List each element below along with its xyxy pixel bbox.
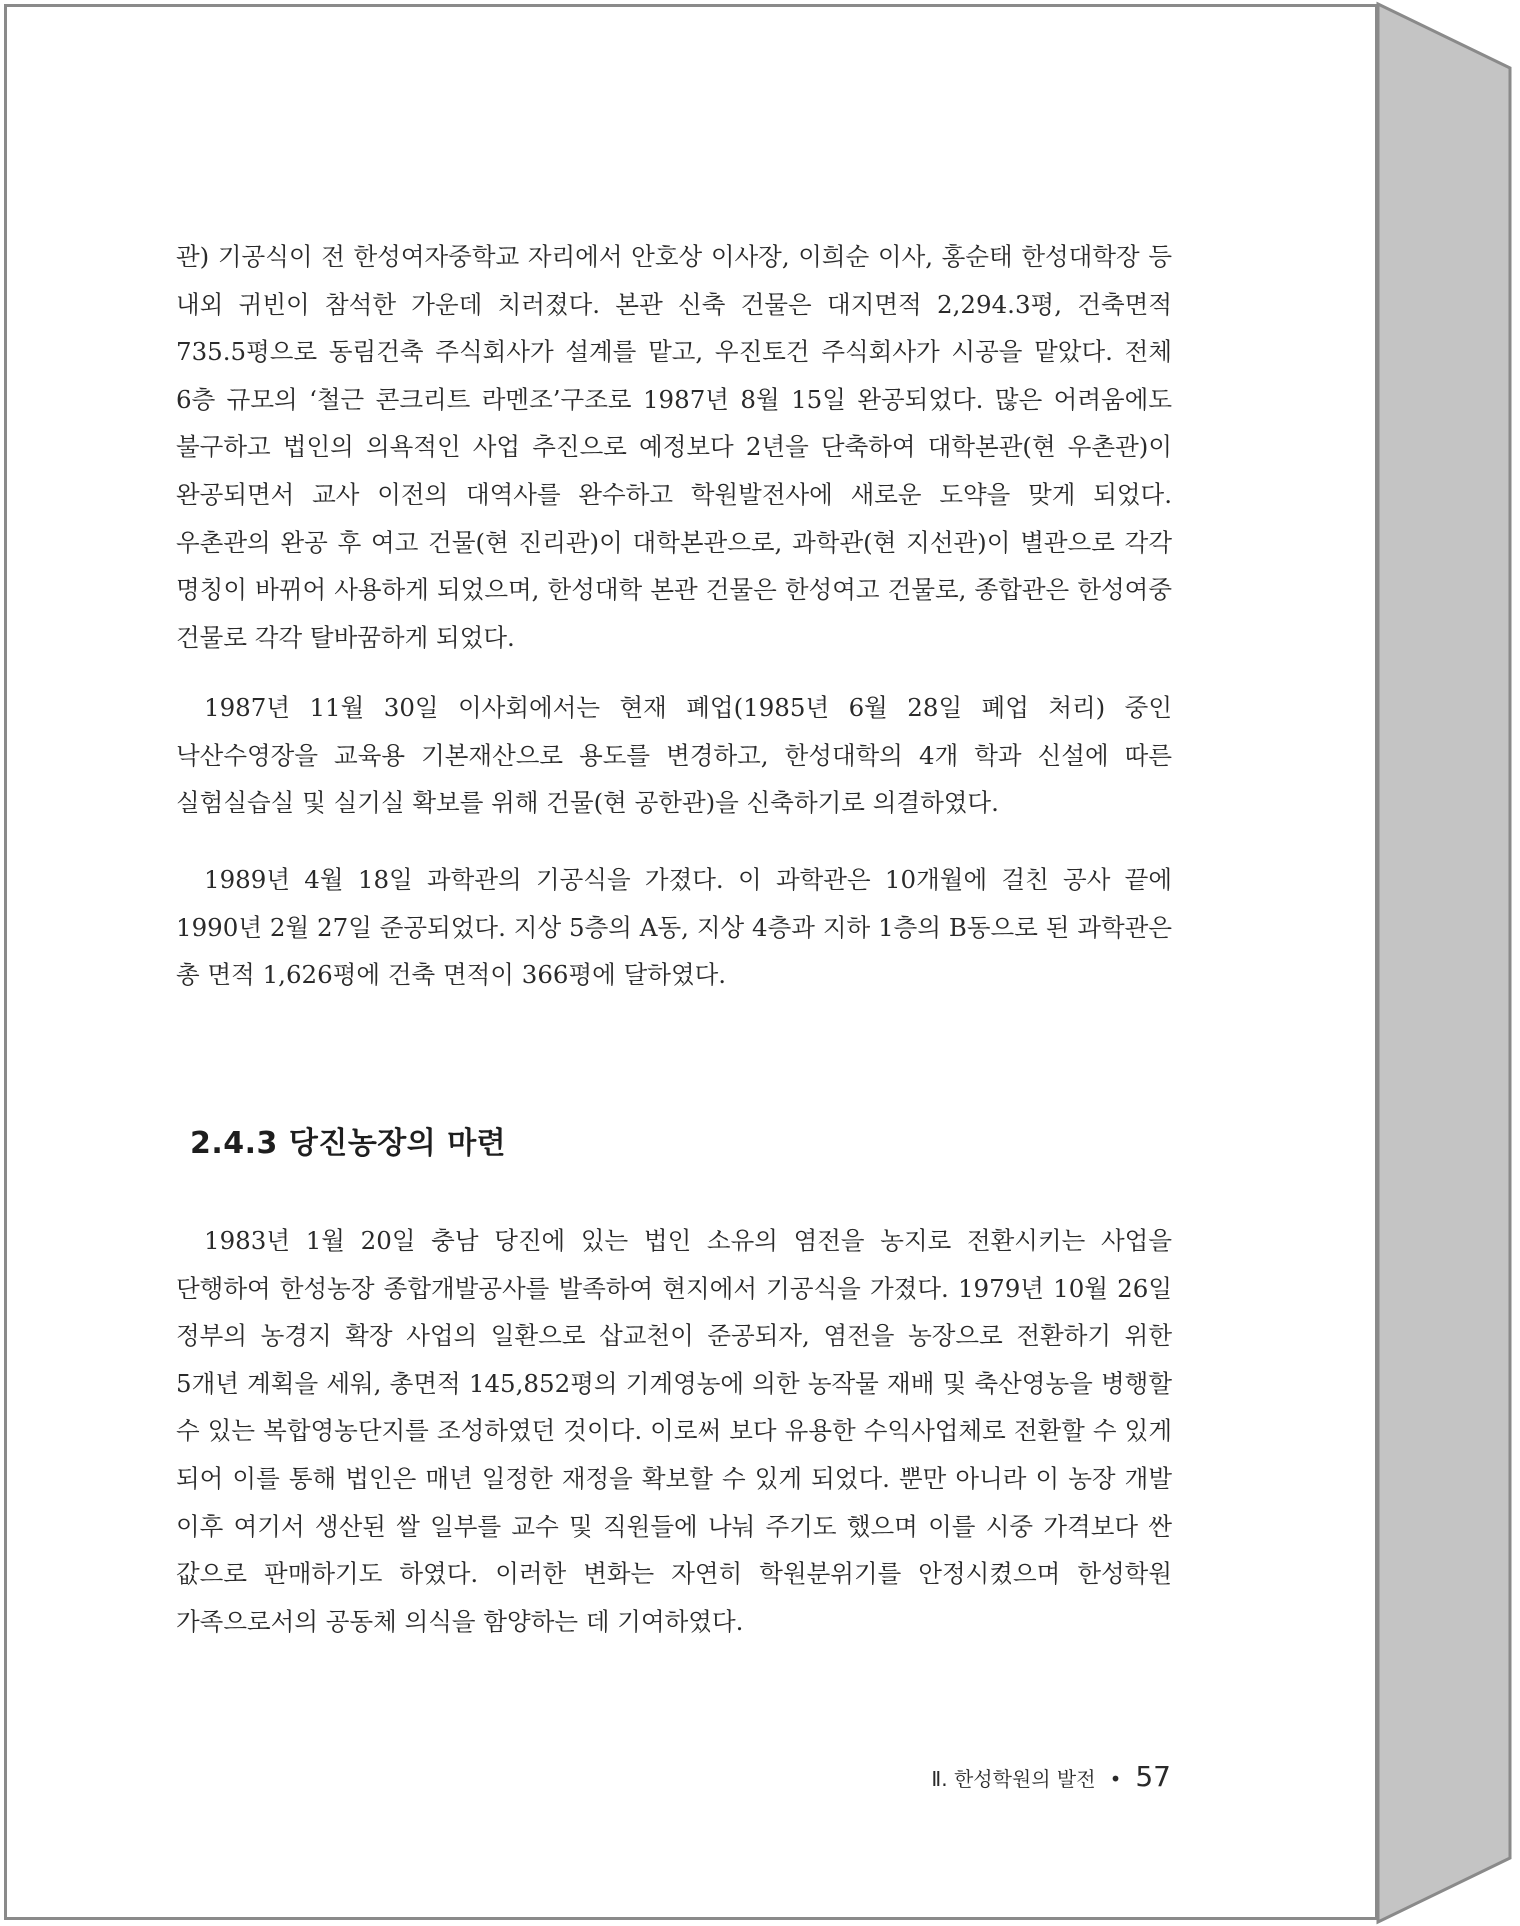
body-paragraph-1: 관) 기공식이 전 한성여자중학교 자리에서 안호상 이사장, 이희순 이사, 홍순태 한성대학장 등 내외 귀빈이 참석한 가운데 치러졌다. 본관 신축 건물은 대지면적 2,294.3평, 건축면적 735.5평으로 동림건축 주식회사가 설계를 맡고, 우진토건 주식회사가 시공을 맡았다. 전체 6층 규모의 ‘철근 콘크리트 라멘조’구조로 1987년 8월 15일 완공되었다. 많은 어려움에도 불구하고 법인의 의욕적인 사업 추진으로 예정보다 2년을 단축하여 대학본관(현 우촌관)이 완공되면서 교사 이전의 대역사를 완수하고 학원발전사에 새로운 도약을 맞게 되었다. 우촌관의 완공 후 여고 건물(현 진리관)이 대학본관으로, 과학관(현 지선관)이 별관으로 각각 명칭이 바뀌어 사용하게 되었으며, 한성대학 본관 건물은 한성여고 건물로, 종합관은 한성여중 건물로 각각 탈바꿈하게 되었다.: [176, 242, 1172, 652]
section-paragraph: 1983년 1월 20일 충남 당진에 있는 법인 소유의 염전을 농지로 전환시키는 사업을 단행하여 한성농장 종합개발공사를 발족하여 현지에서 기공식을 가졌다. 1979년 10월 26일 정부의 농경지 확장 사업의 일환으로 삽교천이 준공되자, 염전을 농장으로 전환하기 위한 5개년 계획을 세워, 총면적 145,852평의 기계영농에 의한 농작물 재배 및 축산영농을 병행할 수 있는 복합영농단지를 조성하였던 것이다. 이로써 보다 유용한 수익사업체로 전환할 수 있게 되어 이를 통해 법인은 매년 일정한 재정을 확보할 수 있게 되었다. 뿐만 아니라 이 농장 개발 이후 여기서 생산된 쌀 일부를 교수 및 직원들에 나눠 주기도 했으며 이를 시중 가격보다 싼 값으로 판매하기도 하였다. 이러한 변화는 자연히 학원분위기를 안정시켰으며 한성학원 가족으로서의 공동체 의식을 함양하는 데 기여하였다.: [176, 1226, 1172, 1636]
body-paragraph-3: 1989년 4월 18일 과학관의 기공식을 가졌다. 이 과학관은 10개월에 걸친 공사 끝에 1990년 2월 27일 준공되었다. 지상 5층의 A동, 지상 4층과 지하 1층의 B동으로 된 과학관은 총 면적 1,626평에 건축 면적이 366평에 달하였다.: [176, 865, 1172, 990]
footer-bullet: •: [1109, 1767, 1122, 1791]
footer-chapter-title: Ⅱ. 한성학원의 발전: [931, 1767, 1096, 1791]
page-edge-shade: [1378, 4, 1510, 1922]
page-footer: [931, 1760, 1171, 1793]
page-number: 57: [1135, 1760, 1171, 1793]
body-paragraph-2: 1987년 11월 30일 이사회에서는 현재 폐업(1985년 6월 28일 폐업 처리) 중인 낙산수영장을 교육용 기본재산으로 용도를 변경하고, 한성대학의 4개 학과 신설에 따른 실험실습실 및 실기실 확보를 위해 건물(현 공한관)을 신축하기로 의결하였다.: [176, 693, 1172, 818]
section-heading: 2.4.3 당진농장의 마련: [190, 1126, 507, 1161]
